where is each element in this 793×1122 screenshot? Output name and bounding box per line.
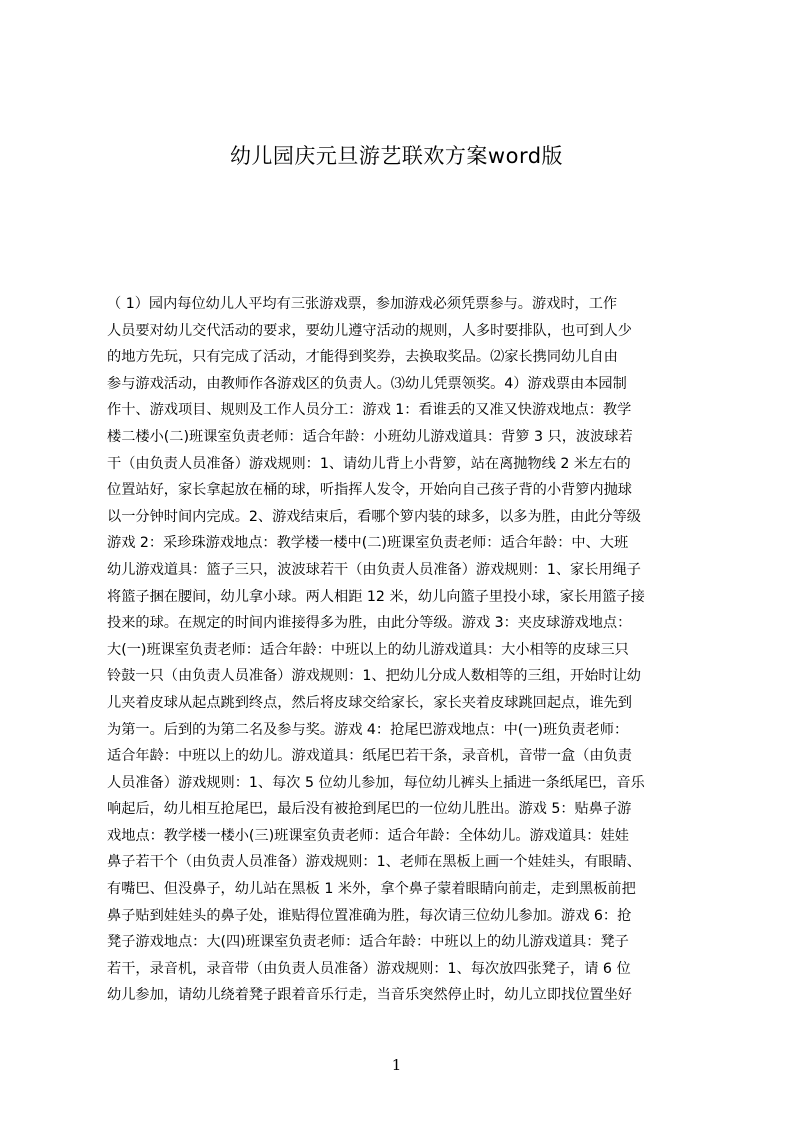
body-line: 大(一)班课室负责老师：适合年龄：中班以上的幼儿游戏道具：大小相等的皮球三只	[107, 641, 629, 658]
body-line: 若干，录音机，录音带（由负责人员准备）游戏规则：1、每次放四张凳子，请 6 位	[107, 960, 631, 977]
body-line: 位置站好，家长拿起放在桶的球，听指挥人发令，开始向自己孩子背的小背箩内抛球	[107, 482, 632, 499]
body-line: 将篮子捆在腰间，幼儿拿小球。两人相距 12 米，幼儿向篮子里投小球，家长用篮子接	[107, 588, 645, 605]
body-line: 铃鼓一只（由负责人员准备）游戏规则：1、把幼儿分成人数相等的三组，开始时让幼	[107, 668, 641, 685]
document-body	[107, 291, 703, 1009]
body-line: 响起后，幼儿相互抢尾巴，最后没有被抢到尾巴的一位幼儿胜出。游戏 5：贴鼻子游	[107, 801, 632, 818]
body-line: 投来的球。在规定的时间内谁接得多为胜，由此分等级。游戏 3：夹皮球游戏地点：	[107, 615, 632, 632]
body-line: 凳子游戏地点：大(四)班课室负责老师：适合年龄：中班以上的幼儿游戏道具：凳子	[107, 934, 629, 951]
page-number: 1	[391, 1056, 402, 1074]
body-line: 有嘴巴、但没鼻子，幼儿站在黑板 1 米外，拿个鼻子蒙着眼睛向前走，走到黑板前把	[107, 881, 636, 898]
body-line: 楼二楼小(二)班课室负责老师：适合年龄：小班幼儿游戏道具：背箩 3 只，波波球若	[107, 428, 633, 445]
body-line: 鼻子若干个（由负责人员准备）游戏规则：1、老师在黑板上画一个娃娃头，有眼睛、	[107, 854, 641, 871]
body-line: 的地方先玩，只有完成了活动，才能得到奖券，去换取奖品。⑵家长携同幼儿自由	[107, 349, 618, 366]
document-title: 幼儿园庆元旦游艺联欢方案word版	[229, 144, 564, 168]
body-line: 人员准备）游戏规则：1、每次 5 位幼儿参加，每位幼儿裤头上插进一条纸尾巴，音乐	[107, 774, 645, 791]
body-line: 为第一。后到的为第二名及参与奖。游戏 4：抢尾巴游戏地点：中(一)班负责老师：	[107, 721, 629, 738]
body-line: 儿夹着皮球从起点跳到终点，然后将皮球交给家长，家长夹着皮球跳回起点，谁先到	[107, 694, 632, 711]
body-line: 游戏 2：采珍珠游戏地点：教学楼一楼中(二)班课室负责老师：适合年龄：中、大班	[107, 535, 629, 552]
body-line: 干（由负责人员准备）游戏规则：1、请幼儿背上小背箩，站在离抛物线 2 米左右的	[107, 455, 631, 472]
body-line: （ 1）园内每位幼儿人平均有三张游戏票，参加游戏必须凭票参与。游戏时，工作	[107, 296, 618, 312]
body-line: 鼻子贴到娃娃头的鼻子处，谁贴得位置准确为胜，每次请三位幼儿参加。游戏 6：抢	[107, 907, 632, 924]
body-line: 戏地点：教学楼一楼小(三)班课室负责老师：适合年龄：全体幼儿。游戏道具：娃娃	[107, 827, 629, 844]
body-line: 作十、游戏项目、规则及工作人员分工：游戏 1：看谁丢的又准又快游戏地点：教学	[107, 402, 632, 419]
body-line: 以一分钟时间内完成。2、游戏结束后，看哪个箩内装的球多，以多为胜，由此分等级	[107, 508, 641, 525]
body-line: 幼儿参加，请幼儿绕着凳子跟着音乐行走，当音乐突然停止时，幼儿立即找位置坐好	[107, 987, 632, 1004]
body-line: 幼儿游戏道具：篮子三只，波波球若干（由负责人员准备）游戏规则：1、家长用绳子	[107, 561, 641, 578]
body-line: 参与游戏活动，由教师作各游戏区的负责人。⑶幼儿凭票领奖。4）游戏票由本园制	[107, 375, 627, 392]
body-line: 人员要对幼儿交代活动的要求，要幼儿遵守活动的规则，人多时要排队，也可到人少	[107, 322, 632, 339]
body-line: 适合年龄：中班以上的幼儿。游戏道具：纸尾巴若干条，录音机，音带一盒（由负责	[107, 748, 632, 765]
